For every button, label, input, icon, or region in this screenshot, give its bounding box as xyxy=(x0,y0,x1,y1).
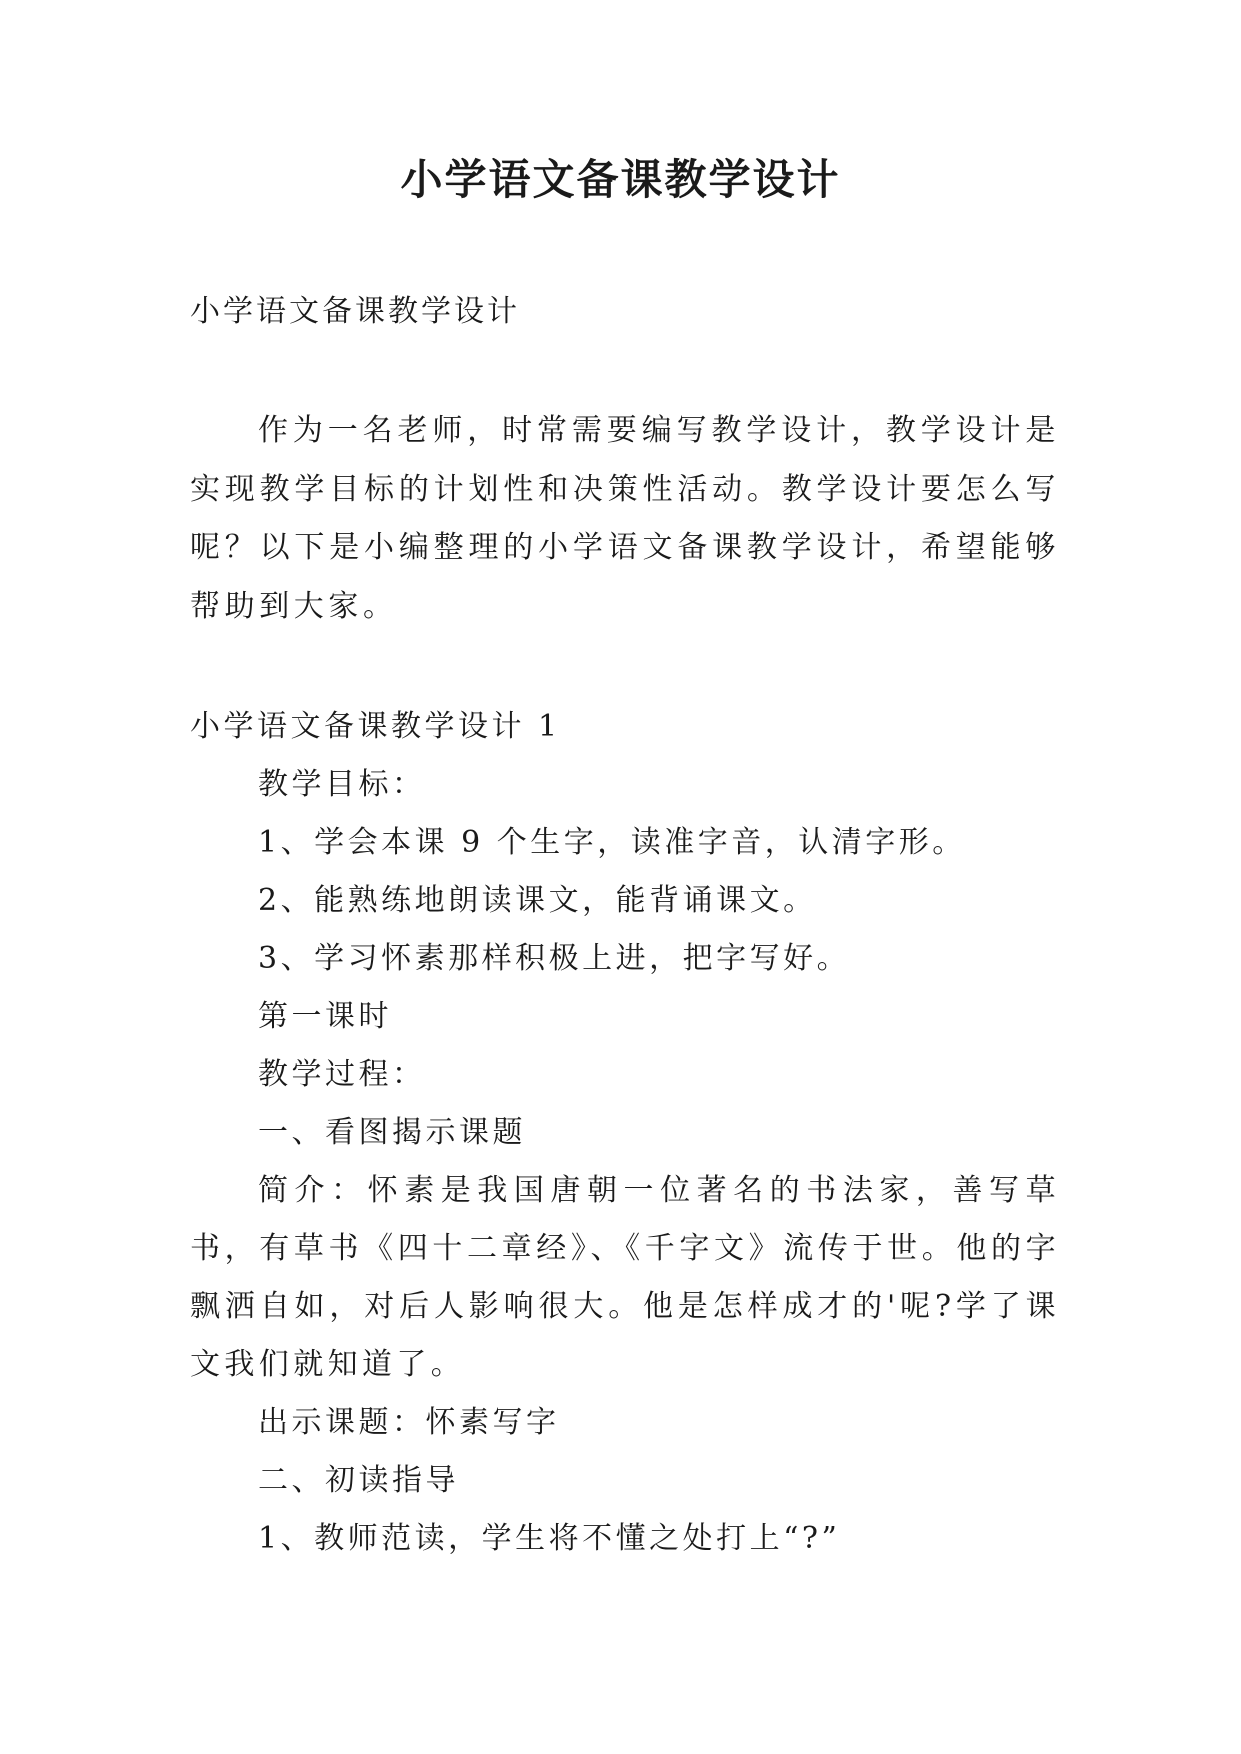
text-line: 3、学习怀素那样积极上进，把字写好。 xyxy=(258,941,851,976)
document-subtitle: 小学语文备课教学设计 xyxy=(190,294,520,329)
text-line: 1、学会本课 9 个生字，读准字音，认清字形。 xyxy=(258,825,966,860)
text-line: 教学过程： xyxy=(258,1057,426,1092)
text-line: 一、看图揭示课题 xyxy=(258,1115,526,1150)
text-line: 教学目标： xyxy=(258,767,426,802)
section-heading: 小学语文备课教学设计 1 xyxy=(190,709,561,744)
text-line: 2、能熟练地朗读课文，能背诵课文。 xyxy=(258,883,817,918)
lesson-section xyxy=(190,698,1060,1568)
document-title: 小学语文备课教学设计 xyxy=(400,155,841,204)
intro-paragraph: 作为一名老师，时常需要编写教学设计，教学设计是实现教学目标的计划性和决策性活动。教学设计要怎么写呢？以下是小编整理的小学语文备课教学设计，希望能够帮助到大家。 xyxy=(190,413,1060,624)
text-line: 二、初读指导 xyxy=(258,1463,459,1498)
text-line: 第一课时 xyxy=(258,999,392,1034)
intro-note-paragraph: 简介：怀素是我国唐朝一位著名的书法家，善写草书，有草书《四十二章经》、《千字文》流传于世。他的字飘洒自如，对后人影响很大。他是怎样成才的'呢?学了课文我们就知道了。 xyxy=(190,1173,1060,1382)
text-line: 出示课题：怀素写字 xyxy=(258,1405,560,1440)
text-line: 1、教师范读，学生将不懂之处打上“?” xyxy=(258,1521,841,1556)
